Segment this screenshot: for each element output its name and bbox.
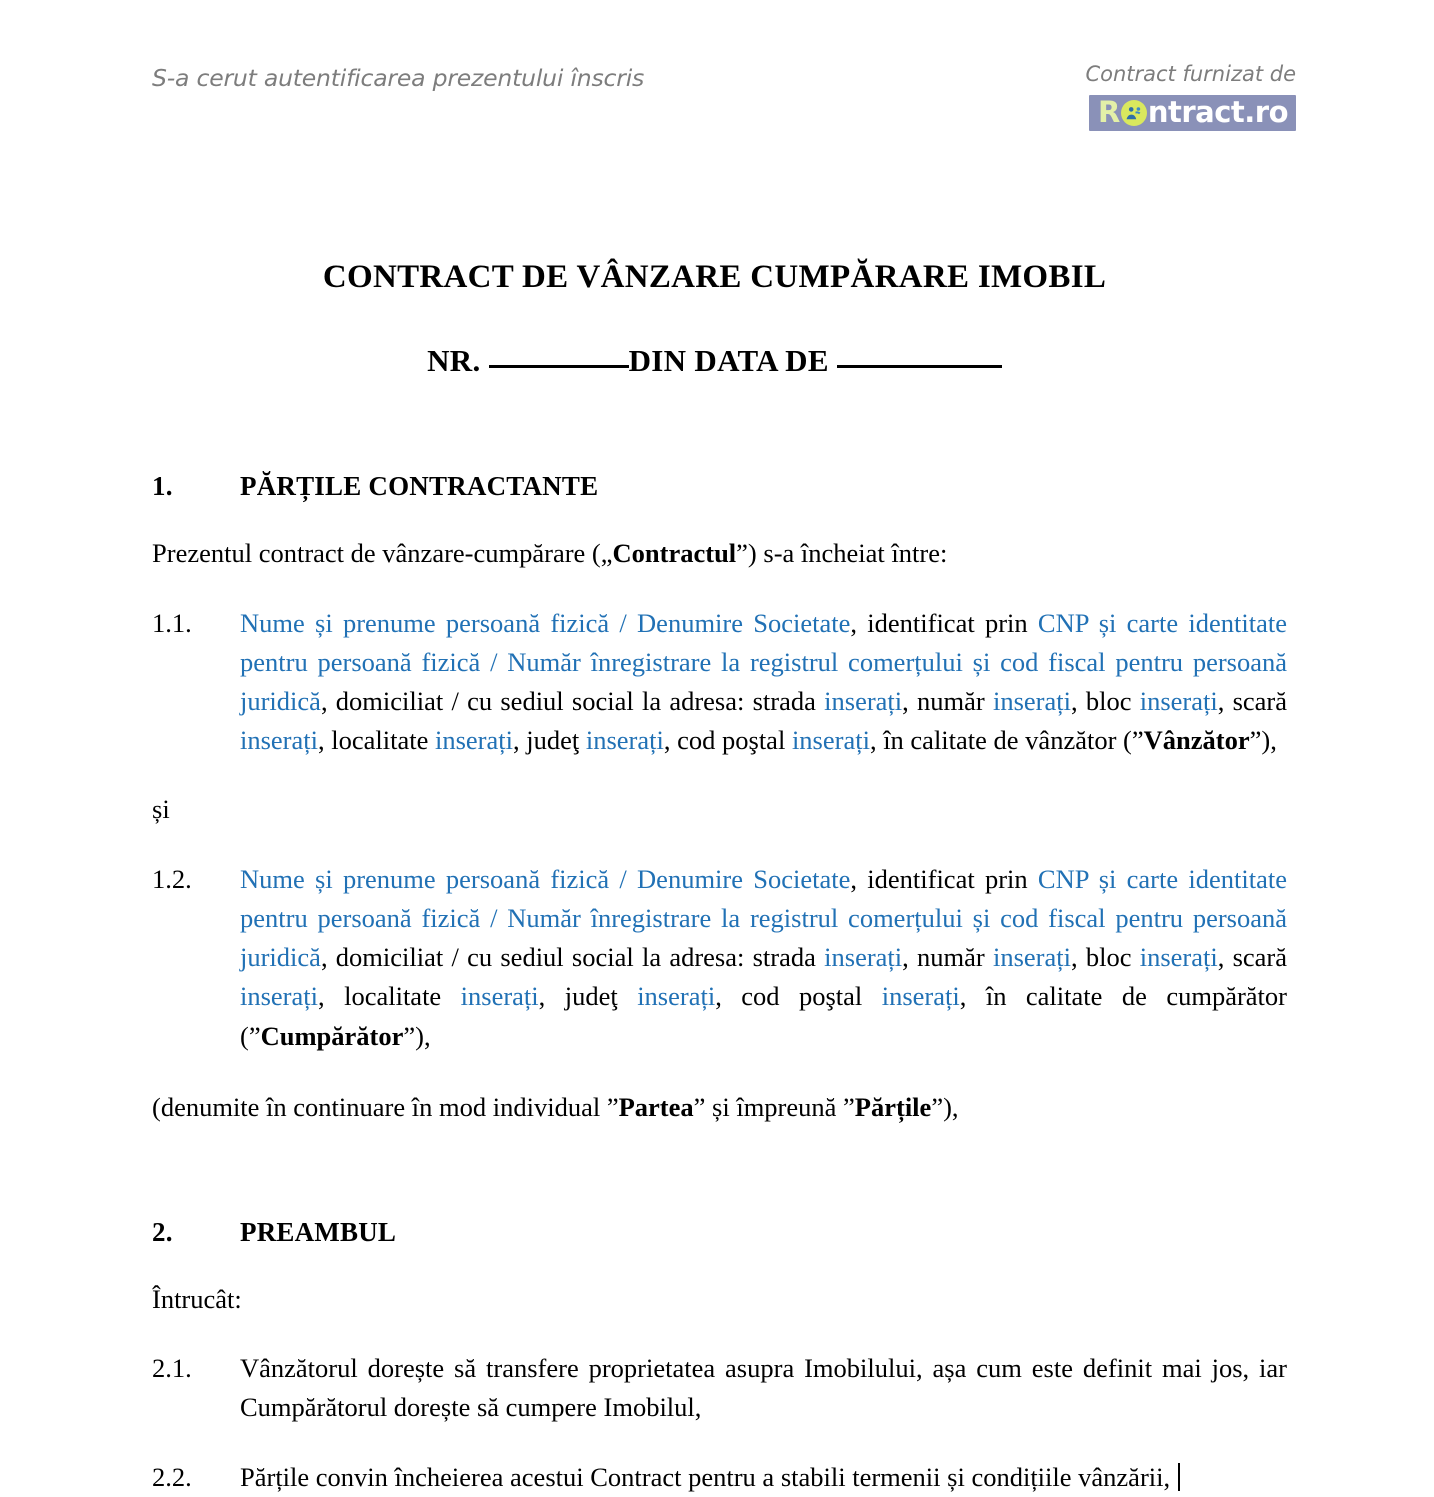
seller-county-field[interactable]: inserați	[585, 725, 664, 756]
clause-2-2	[152, 1458, 1287, 1497]
handshake-icon	[1121, 100, 1147, 126]
seller-role-term: Vânzător	[1143, 725, 1250, 756]
c11-t9: , în calitate de vânzător (”	[869, 725, 1144, 756]
contract-intro-paragraph	[152, 534, 1287, 573]
seller-stair-field[interactable]: inserați	[240, 725, 318, 756]
clause-1-1-number: 1.1.	[152, 607, 192, 638]
c12-t10: ”),	[403, 1020, 431, 1051]
buyer-role-term: Cumpărător	[260, 1020, 404, 1051]
c11-t5: , scară	[1217, 686, 1288, 717]
section-1-title: PĂRȚILE CONTRACTANTE	[240, 471, 599, 502]
buyer-id-field[interactable]: CNP și carte identitate pentru persoană fizică / Număr înregistrare la registrul comerțului și cod fiscal pentru persoană juridică	[240, 863, 1287, 973]
c11-t1: , identificat prin	[850, 607, 1038, 638]
def-term-partea: Partea	[618, 1091, 694, 1122]
c12-t3: , număr	[902, 942, 993, 973]
section-heading-1	[152, 471, 1287, 502]
c11-t2: , domiciliat / cu sediul social la adresa: strada	[320, 686, 825, 717]
c12-t4: , bloc	[1070, 942, 1140, 973]
intro-text-b: ”) s-a încheiat între:	[736, 538, 948, 569]
seller-street-field[interactable]: inserați	[824, 686, 903, 717]
nr-label: NR.	[427, 342, 481, 378]
c12-t5: , scară	[1217, 942, 1288, 973]
def-c: ” și împreună ”	[693, 1091, 855, 1122]
c12-t9: , în calitate de cumpărător (”	[240, 981, 1287, 1051]
seller-locality-field[interactable]: inserați	[435, 725, 513, 756]
def-term-partile: Părțile	[854, 1091, 932, 1122]
seller-id-field[interactable]: CNP și carte identitate pentru persoană fizică / Număr înregistrare la registrul comerțului și cod fiscal pentru persoană juridică	[240, 607, 1287, 717]
rontract-logo[interactable]	[1089, 95, 1296, 131]
contract-title: CONTRACT DE VÂNZARE CUMPĂRARE IMOBIL	[322, 259, 1107, 295]
buyer-number-field[interactable]: inserați	[992, 942, 1071, 973]
section-1-number: 1.	[152, 471, 173, 502]
c11-t10: ”),	[1249, 725, 1277, 756]
c12-t7: , judeţ	[538, 981, 638, 1012]
section-2-title: PREAMBUL	[240, 1217, 397, 1248]
buyer-locality-field[interactable]: inserați	[460, 981, 539, 1012]
c11-t3: , număr	[902, 686, 993, 717]
buyer-name-field[interactable]: Nume și prenume persoană fizică / Denumire Societate	[240, 863, 851, 894]
c12-t8: , cod poştal	[715, 981, 882, 1012]
document-body	[152, 255, 1287, 1497]
clause-2-2-content: Părțile convin încheierea acestui Contract pentru a stabili termenii și condițiile vânzării,	[240, 1461, 1171, 1492]
c11-t4: , bloc	[1070, 686, 1140, 717]
clause-1-2-number: 1.2.	[152, 863, 192, 894]
clause-1-2	[152, 860, 1287, 1056]
header-brand-block	[1085, 62, 1296, 131]
contract-number-date-line	[152, 340, 1287, 382]
header-left-note: S-a cerut autentificarea prezentului înscris	[152, 64, 645, 92]
buyer-county-field[interactable]: inserați	[637, 981, 716, 1012]
parties-definition-paragraph	[152, 1088, 1287, 1127]
c12-t2: , domiciliat / cu sediul social la adresa: strada	[320, 942, 825, 973]
section-2-number: 2.	[152, 1217, 173, 1248]
buyer-stair-field[interactable]: inserați	[240, 981, 318, 1012]
document-header	[152, 62, 1296, 142]
text-cursor-caret	[1178, 1463, 1180, 1491]
intro-term-contractul: Contractul	[612, 538, 737, 569]
clause-2-1-number: 2.1.	[152, 1353, 192, 1384]
section-heading-2	[152, 1217, 1287, 1248]
clause-1-1	[152, 604, 1287, 761]
clause-1-2-text	[240, 860, 1287, 1056]
c12-t1: , identificat prin	[850, 863, 1038, 894]
contract-number-blank[interactable]	[489, 365, 629, 368]
header-right-note: Contract furnizat de	[1085, 62, 1296, 86]
logo-text-ntract-ro: ntract.ro	[1147, 95, 1288, 130]
intro-text-a: Prezentul contract de vânzare-cumpărare („	[152, 538, 613, 569]
c11-t6: , localitate	[318, 725, 435, 756]
c12-t6: , localitate	[318, 981, 461, 1012]
buyer-postal-field[interactable]: inserați	[881, 981, 960, 1012]
buyer-block-field[interactable]: inserați	[1139, 942, 1218, 973]
seller-name-field[interactable]: Nume și prenume persoană fizică / Denumire Societate	[240, 607, 851, 638]
seller-block-field[interactable]: inserați	[1139, 686, 1218, 717]
clause-2-1-text: Vânzătorul dorește să transfere proprietatea asupra Imobilului, așa cum este definit mai jos, iar Cumpărătorul dorește să cumpere Imobilul,	[240, 1353, 1287, 1423]
contract-date-blank[interactable]	[837, 365, 1002, 368]
c11-t8: , cod poştal	[663, 725, 792, 756]
seller-number-field[interactable]: inserați	[992, 686, 1071, 717]
def-d: ”),	[931, 1091, 959, 1122]
date-label: DIN DATA DE	[628, 342, 829, 378]
clause-1-1-text	[240, 604, 1287, 761]
seller-postal-field[interactable]: inserați	[791, 725, 870, 756]
clause-2-2-text	[240, 1458, 1287, 1497]
preamble-intro: Întrucât:	[152, 1284, 242, 1315]
buyer-street-field[interactable]: inserați	[824, 942, 903, 973]
clause-separator-si: și	[152, 794, 170, 825]
def-a: (denumite în continuare în mod individual ”	[152, 1091, 619, 1122]
clause-2-2-number: 2.2.	[152, 1461, 192, 1492]
clause-2-1	[152, 1349, 1287, 1427]
c11-t7: , judeţ	[513, 725, 586, 756]
logo-letter-r: R	[1097, 95, 1120, 130]
